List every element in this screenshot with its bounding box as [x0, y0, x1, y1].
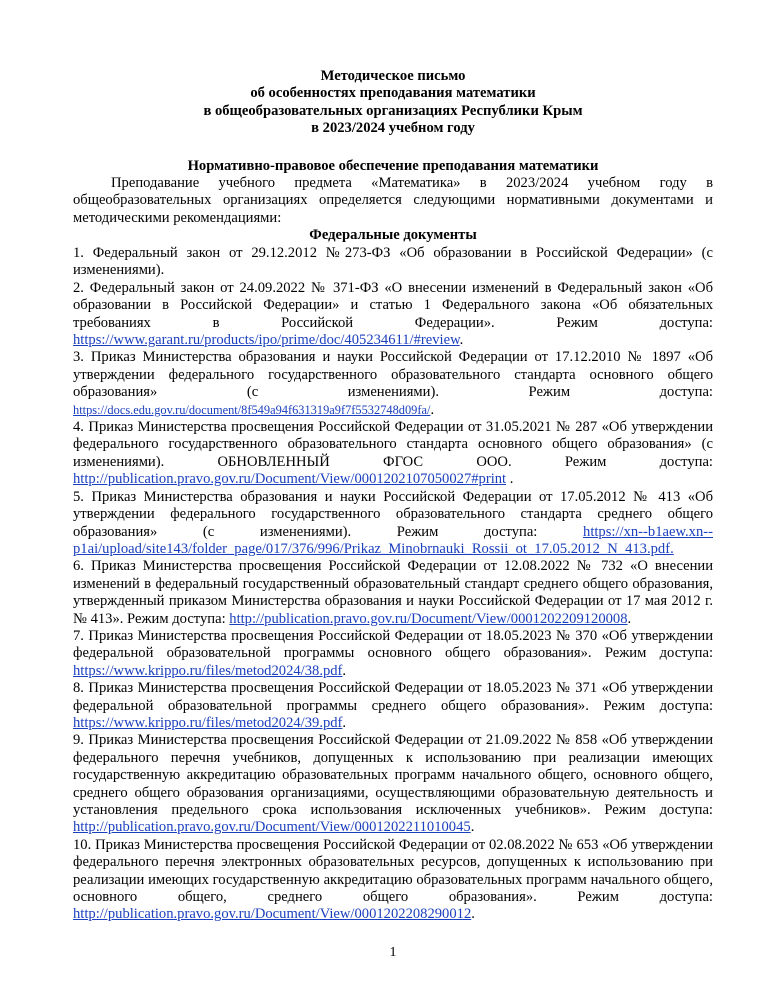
title-line: в общеобразовательных организациях Республики Крым: [203, 102, 583, 119]
document-link[interactable]: http://publication.pravo.gov.ru/Document/View/0001202107050027#print: [73, 471, 507, 488]
list-item-number: 8.: [73, 680, 89, 697]
list-item-text: Приказ Министерства просвещения Российской Федерации от 18.05.2023 № 371 «Об утверждении федеральной образовательной программы среднего общего образования». Режим доступа:: [73, 680, 714, 714]
list-item: [73, 280, 713, 350]
list-item-text: Приказ Министерства просвещения Российской Федерации от 02.08.2022 № 653 «Об утверждении федерального перечня электронных образовательных ресурсов, допущенных к использованию при реализации имеющих государственную аккредитацию образовательных программ начального общего, основного общего, среднего общего образования». Режим доступа:: [73, 836, 714, 906]
list-item-text: Приказ Министерства просвещения Российской Федерации от 12.08.2022 № 732 «О внесении изменений в федеральный государственный образовательный стандарт среднего общего образования, утвержденный приказом Министерства образования и науки Российской Федерации от 17 мая 2012 г. № 413». Режим доступа:: [73, 558, 714, 627]
list-item-text: Приказ Министерства просвещения Российской Федерации от 31.05.2021 № 287 «Об утверждении федерального государственного образовательного стандарта основного общего образования» (с изменениями). ОБНОВЛЕННЫЙ ФГОС ООО. Режим доступа:: [73, 419, 714, 470]
list-item-number: 5.: [73, 488, 92, 505]
list-item-text: Приказ Министерства образования и науки Российской Федерации от 17.12.2010 № 1897 «Об утверждении федерального государственного образовательного стандарта основного общего образования» (с изменениями). Режим доступа:: [73, 349, 714, 401]
list-item: [73, 489, 713, 559]
document-link[interactable]: https://docs.edu.gov.ru/document/8f549a94f631319a9f7f5532748d09fa/: [73, 402, 431, 417]
list-item-suffix: .: [342, 662, 347, 679]
federal-documents-list: [73, 245, 713, 924]
list-item-text: Приказ Министерства образования и науки Российской Федерации от 17.05.2012 № 413 «Об утверждении федерального государственного образовательного стандарта среднего общего образования» (с изменениями). Режим доступа:: [73, 488, 714, 540]
list-item-suffix: .: [627, 610, 632, 627]
document-link[interactable]: https://www.krippo.ru/files/metod2024/38.pdf: [73, 662, 343, 679]
list-item-suffix: .: [506, 471, 514, 488]
list-item: [73, 245, 713, 280]
list-item: [73, 680, 713, 732]
list-item-number: 6.: [73, 558, 91, 575]
intro-paragraph: [73, 175, 713, 227]
list-item-text: Приказ Министерства просвещения Российской Федерации от 21.09.2022 № 858 «Об утверждении федерального перечня учебников, допущенных к использованию при реализации имеющих государственную аккредитацию образовательных программ начального общего, основного общего, среднего общего образования организациями, осуществляющими образовательную деятельность и установления предельного срока использования исключенных учебников». Режим доступа:: [73, 732, 714, 818]
document-link[interactable]: http://publication.pravo.gov.ru/Document/View/0001202211010045: [73, 819, 471, 836]
page-number: 1: [389, 945, 397, 960]
list-item-suffix: .: [471, 906, 475, 923]
list-item-number: 3.: [73, 349, 91, 366]
list-item-number: 2.: [73, 279, 90, 296]
section-heading-federal: Федеральные документы: [309, 227, 477, 243]
list-item: [73, 732, 713, 836]
title-line: Методическое письмо: [320, 68, 466, 84]
title-line: об особенностях преподавания математики: [250, 85, 536, 102]
list-item-suffix: .: [459, 332, 464, 349]
document-title: [73, 68, 713, 138]
intro-text: Преподавание учебного предмета «Математика» в 2023/2024 учебном году в общеобразовательных организациях определяется следующими нормативными документами и методическими рекомендациями:: [73, 175, 713, 226]
list-item: [73, 558, 713, 628]
list-item-number: 4.: [73, 419, 89, 436]
list-item-number: 9.: [73, 732, 89, 749]
list-item-suffix: .: [470, 819, 475, 836]
section-heading-normative: Нормативно-правовое обеспечение преподавания математики: [187, 158, 599, 174]
list-item-text: Приказ Министерства просвещения Российской Федерации от 18.05.2023 № 370 «Об утверждении федеральной образовательной программы основного общего образования». Режим доступа:: [73, 627, 714, 662]
list-item-number: 7.: [73, 627, 89, 644]
list-item: [73, 628, 713, 680]
title-line: в 2023/2024 учебном году: [311, 120, 475, 137]
document-link[interactable]: http://publication.pravo.gov.ru/Document/View/0001202208290012: [73, 906, 472, 923]
document-link[interactable]: https://xn--b1aew.xn--p1ai/upload/site143/folder_page/017/376/996/Prikaz_Minobrnauki_Rossii_ot_17.05.2012_N_413.pdf.: [73, 523, 713, 557]
list-item-suffix: .: [342, 714, 347, 731]
list-item-suffix: .: [430, 401, 435, 418]
list-item: [73, 837, 713, 924]
document-link[interactable]: https://www.krippo.ru/files/metod2024/39.pdf: [73, 714, 343, 731]
list-item: [73, 349, 713, 419]
list-item-text: Федеральный закон от 24.09.2022 № 371-ФЗ «О внесении изменений в Федеральный закон «Об образовании в Российской Федерации» и статью 1 Федерального закона «Об обязательных требованиях в Российской Федерации». Режим доступа:: [73, 279, 714, 331]
list-item-number: 1.: [73, 245, 93, 261]
document-link[interactable]: http://publication.pravo.gov.ru/Document/View/0001202209120008: [229, 610, 628, 627]
document-link[interactable]: https://www.garant.ru/products/ipo/prime/doc/405234611/#review: [73, 332, 460, 349]
list-item-number: 10.: [73, 836, 96, 853]
list-item: [73, 419, 713, 489]
list-item-text: Федеральный закон от 29.12.2012 №273-ФЗ «Об образовании в Российской Федерации» (с изменениями).: [73, 245, 713, 279]
